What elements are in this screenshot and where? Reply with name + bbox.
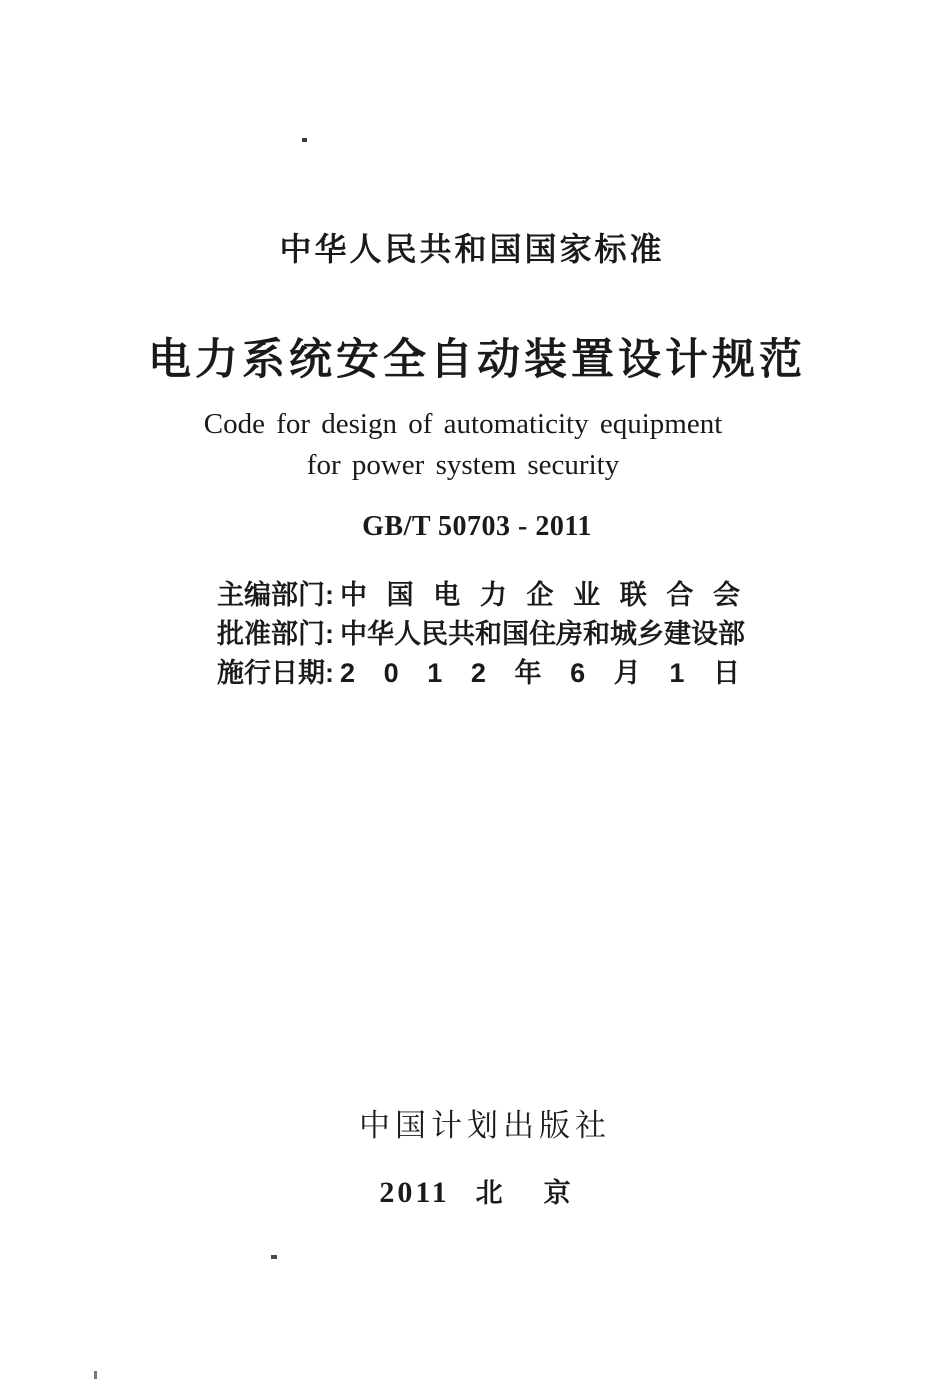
page-title: 电力系统安全自动装置设计规范 — [148, 337, 806, 384]
chief-editor-value: 中 国 电 力 企 业 联 合 会 — [340, 580, 740, 610]
scan-speck — [302, 138, 307, 142]
english-subtitle-line2: for power system security — [306, 449, 620, 481]
imprint-line — [0, 1171, 950, 1210]
effective-date-label: 施行日期: — [217, 658, 334, 688]
effective-date-value: 2 0 1 2 年 6 月 1 日 — [340, 658, 740, 688]
scan-speck — [271, 1255, 277, 1259]
approval-department-value: 中 华 人 民 共 和 国 住 房 和 城 乡 建 设 部 — [340, 619, 745, 649]
approval-department-row — [217, 615, 745, 654]
info-block — [217, 576, 745, 693]
imprint-year: 2011 — [379, 1176, 450, 1209]
approval-department-label: 批准部门: — [217, 619, 334, 649]
scan-speck — [94, 1371, 97, 1379]
imprint-city-char2: 京 — [543, 1178, 571, 1208]
standard-label: 中华人民共和国国家标准 — [279, 231, 665, 267]
publisher-name: 中国计划出版社 — [359, 1108, 611, 1143]
english-subtitle — [0, 404, 938, 486]
effective-date-row — [217, 654, 740, 693]
imprint-city-char1: 北 — [475, 1178, 503, 1208]
standard-code: GB/T 50703 - 2011 — [362, 511, 592, 542]
chief-editor-label: 主编部门: — [217, 580, 334, 610]
english-subtitle-line1: Code for design of automaticity equipment — [203, 408, 723, 440]
chief-editor-row — [217, 576, 740, 615]
